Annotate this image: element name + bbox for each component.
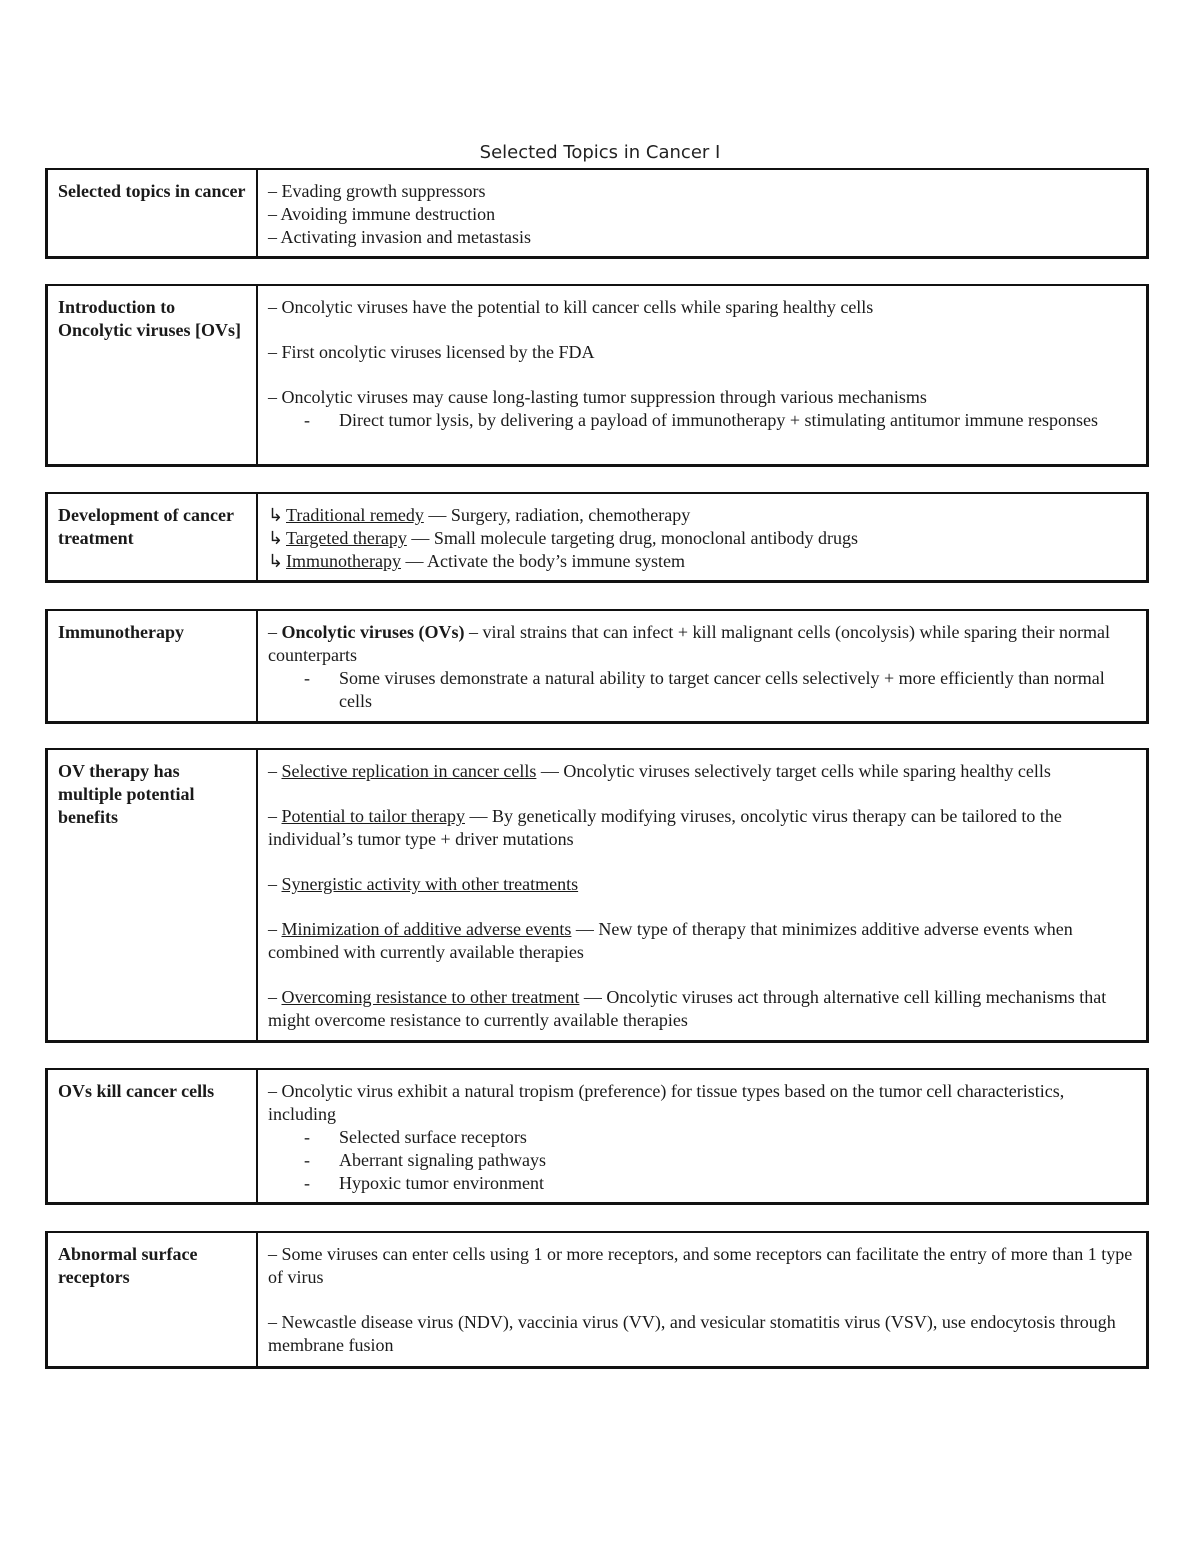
arrow-icon: ↳ — [268, 528, 284, 548]
benefit-term: Minimization of additive adverse events — [281, 919, 572, 939]
treatment-item — [268, 527, 1134, 550]
topic-line: – Avoiding immune destruction — [268, 204, 496, 224]
treatment-desc: — Activate the body’s immune system — [400, 551, 685, 571]
definition-text: – viral strains that can infect + kill malignant cells (oncolysis) while sparing their normal counterparts — [268, 622, 1110, 665]
benefit-item — [268, 918, 1134, 964]
section-label: OV therapy has multiple potential benefits — [48, 750, 258, 1040]
benefit-item — [268, 805, 1134, 851]
content-paragraph — [268, 621, 1134, 667]
bullet-dash: - — [304, 410, 310, 430]
arrow-icon: ↳ — [268, 505, 284, 525]
sub-bullet-text: Aberrant signaling pathways — [339, 1150, 546, 1170]
sub-bullet-text: Direct tumor lysis, by delivering a payload of immunotherapy + stimulating antitumor immune responses — [339, 410, 1099, 430]
section-label: Immunotherapy — [48, 611, 258, 721]
benefit-term: Selective replication in cancer cells — [281, 761, 537, 781]
section-content — [258, 494, 1146, 580]
sub-bullet — [268, 1172, 1134, 1195]
section-content — [258, 1233, 1146, 1366]
section-intro-ovs — [45, 284, 1149, 467]
sub-bullet-text: Some viruses demonstrate a natural ability to target cancer cells selectively + more efficiently than normal cells — [339, 668, 1105, 711]
treatment-desc: — Surgery, radiation, chemotherapy — [423, 505, 691, 525]
section-ov-benefits — [45, 748, 1149, 1043]
treatment-item — [268, 504, 1134, 527]
dash-text: – — [268, 919, 282, 939]
section-label: Development of cancer treatment — [48, 494, 258, 580]
section-content — [258, 170, 1146, 256]
section-content — [258, 750, 1146, 1040]
section-content — [258, 1070, 1146, 1202]
section-label: OVs kill cancer cells — [48, 1070, 258, 1202]
sub-bullet-text: Selected surface receptors — [339, 1127, 527, 1147]
bold-term: Oncolytic viruses (OVs) — [281, 622, 465, 642]
dash-text: – — [268, 987, 282, 1007]
dash-text: – — [268, 874, 282, 894]
benefit-desc: — New type of therapy that minimizes additive adverse events when combined with currently available therapies — [268, 919, 1073, 962]
treatment-term: Immunotherapy — [286, 551, 401, 571]
dash-text: – — [268, 806, 282, 826]
section-selected-topics — [45, 168, 1149, 259]
section-content — [258, 611, 1146, 721]
topic-line: – Evading growth suppressors — [268, 181, 486, 201]
benefit-item — [268, 873, 1134, 896]
section-immunotherapy — [45, 609, 1149, 724]
benefit-desc: — Oncolytic viruses selectively target cells while sparing healthy cells — [536, 761, 1051, 781]
section-abnormal-receptors — [45, 1231, 1149, 1369]
sub-bullet — [268, 409, 1134, 432]
benefit-item — [268, 986, 1134, 1032]
section-content — [258, 286, 1146, 464]
benefit-term: Synergistic activity with other treatments — [281, 874, 579, 894]
content-paragraph: – Oncolytic virus exhibit a natural tropism (preference) for tissue types based on the tumor cell characteristics, including — [268, 1081, 1065, 1124]
benefit-desc: — By genetically modifying viruses, oncolytic virus therapy can be tailored to the individual’s tumor type + driver mutations — [268, 806, 1062, 849]
treatment-term: Targeted therapy — [286, 528, 407, 548]
dash-text: – — [268, 761, 282, 781]
page-title: Selected Topics in Cancer I — [479, 142, 721, 163]
sub-bullet — [268, 667, 1134, 713]
benefit-desc: — Oncolytic viruses act through alternative cell killing mechanisms that might overcome resistance to currently available therapies — [268, 987, 1107, 1030]
dash-text: – — [268, 622, 282, 642]
content-paragraph: – Newcastle disease virus (NDV), vaccinia virus (VV), and vesicular stomatitis virus (VSV), use endocytosis through membrane fusion — [268, 1312, 1116, 1355]
bullet-dash: - — [304, 1150, 310, 1170]
section-label: Abnormal surface receptors — [48, 1233, 258, 1366]
topic-line: – Activating invasion and metastasis — [268, 227, 531, 247]
sub-bullet — [268, 1126, 1134, 1149]
benefit-item — [268, 760, 1134, 783]
treatment-desc: — Small molecule targeting drug, monoclonal antibody drugs — [406, 528, 858, 548]
arrow-icon: ↳ — [268, 551, 284, 571]
bullet-dash: - — [304, 1127, 310, 1147]
bullet-dash: - — [304, 668, 310, 688]
section-ovs-kill-cancer — [45, 1068, 1149, 1205]
content-paragraph: – Oncolytic viruses have the potential to kill cancer cells while sparing healthy cells — [268, 297, 874, 317]
content-paragraph: – First oncolytic viruses licensed by the FDA — [268, 342, 595, 362]
section-development-treatment — [45, 492, 1149, 583]
content-paragraph: – Some viruses can enter cells using 1 or more receptors, and some receptors can facilitate the entry of more than 1 type of virus — [268, 1244, 1133, 1287]
bullet-dash: - — [304, 1173, 310, 1193]
benefit-term: Potential to tailor therapy — [281, 806, 465, 826]
treatment-term: Traditional remedy — [286, 505, 424, 525]
section-label: Selected topics in cancer — [48, 170, 258, 256]
treatment-item — [268, 550, 1134, 573]
sub-bullet — [268, 1149, 1134, 1172]
section-label: Introduction to Oncolytic viruses [OVs] — [48, 286, 258, 464]
content-paragraph: – Oncolytic viruses may cause long-lasting tumor suppression through various mechanisms — [268, 387, 927, 407]
sub-bullet-text: Hypoxic tumor environment — [339, 1173, 544, 1193]
benefit-term: Overcoming resistance to other treatment — [281, 987, 580, 1007]
